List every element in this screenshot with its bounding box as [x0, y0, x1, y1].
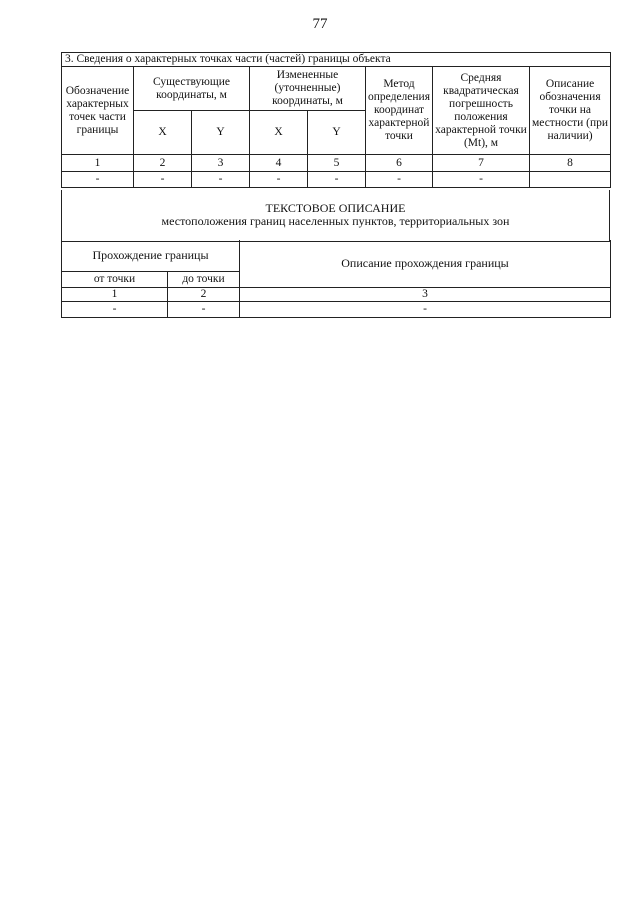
boundary-passage-table	[61, 240, 611, 318]
table-cell: -	[168, 301, 240, 317]
header-designation: Обозначение характерных точек части границы	[62, 67, 134, 155]
header-to-point: до точки	[168, 271, 240, 287]
text-description-block	[61, 190, 610, 242]
table-cell: -	[240, 301, 611, 317]
header-x-existing: X	[134, 111, 192, 155]
header-changed-coordinates: Измененные (уточненные) координаты, м	[250, 67, 366, 111]
header-boundary-passage: Прохождение границы	[62, 240, 240, 271]
table-cell: -	[308, 172, 366, 188]
header-y-changed: Y	[308, 111, 366, 155]
header-description: Описание обозначения точки на местности (при наличии)	[530, 67, 611, 155]
column-number: 4	[250, 155, 308, 172]
column-number: 3	[192, 155, 250, 172]
column-number: 1	[62, 287, 168, 301]
column-number: 2	[168, 287, 240, 301]
table-row	[62, 172, 611, 188]
table-cell: -	[250, 172, 308, 188]
column-number: 2	[134, 155, 192, 172]
header-method: Метод определения координат характерной точки	[366, 67, 433, 155]
header-error: Средняя квадратическая погрешность положения характерной точки (Mt), м	[433, 67, 530, 155]
text-description-title: ТЕКСТОВОЕ ОПИСАНИЕ	[265, 201, 406, 216]
table-cell: -	[134, 172, 192, 188]
text-description-subtitle: местоположения границ населенных пунктов, территориальных зон	[161, 214, 510, 229]
header-passage-description: Описание прохождения границы	[240, 240, 611, 287]
column-number: 8	[530, 155, 611, 172]
column-number: 7	[433, 155, 530, 172]
table-cell	[530, 172, 611, 188]
section-title: 3. Сведения о характерных точках части (частей) границы объекта	[62, 53, 611, 67]
table-cell: -	[192, 172, 250, 188]
characteristic-points-table	[61, 52, 611, 188]
header-y-existing: Y	[192, 111, 250, 155]
table-row	[62, 301, 611, 317]
header-from-point: от точки	[62, 271, 168, 287]
header-x-changed: X	[250, 111, 308, 155]
column-number: 6	[366, 155, 433, 172]
column-number: 1	[62, 155, 134, 172]
column-number: 5	[308, 155, 366, 172]
table-cell: -	[62, 172, 134, 188]
table-cell: -	[366, 172, 433, 188]
column-numbers-row	[62, 155, 611, 172]
table-cell: -	[433, 172, 530, 188]
header-existing-coordinates: Существующие координаты, м	[134, 67, 250, 111]
page-number: 77	[312, 16, 328, 32]
column-numbers-row	[62, 287, 611, 301]
column-number: 3	[240, 287, 611, 301]
table-cell: -	[62, 301, 168, 317]
